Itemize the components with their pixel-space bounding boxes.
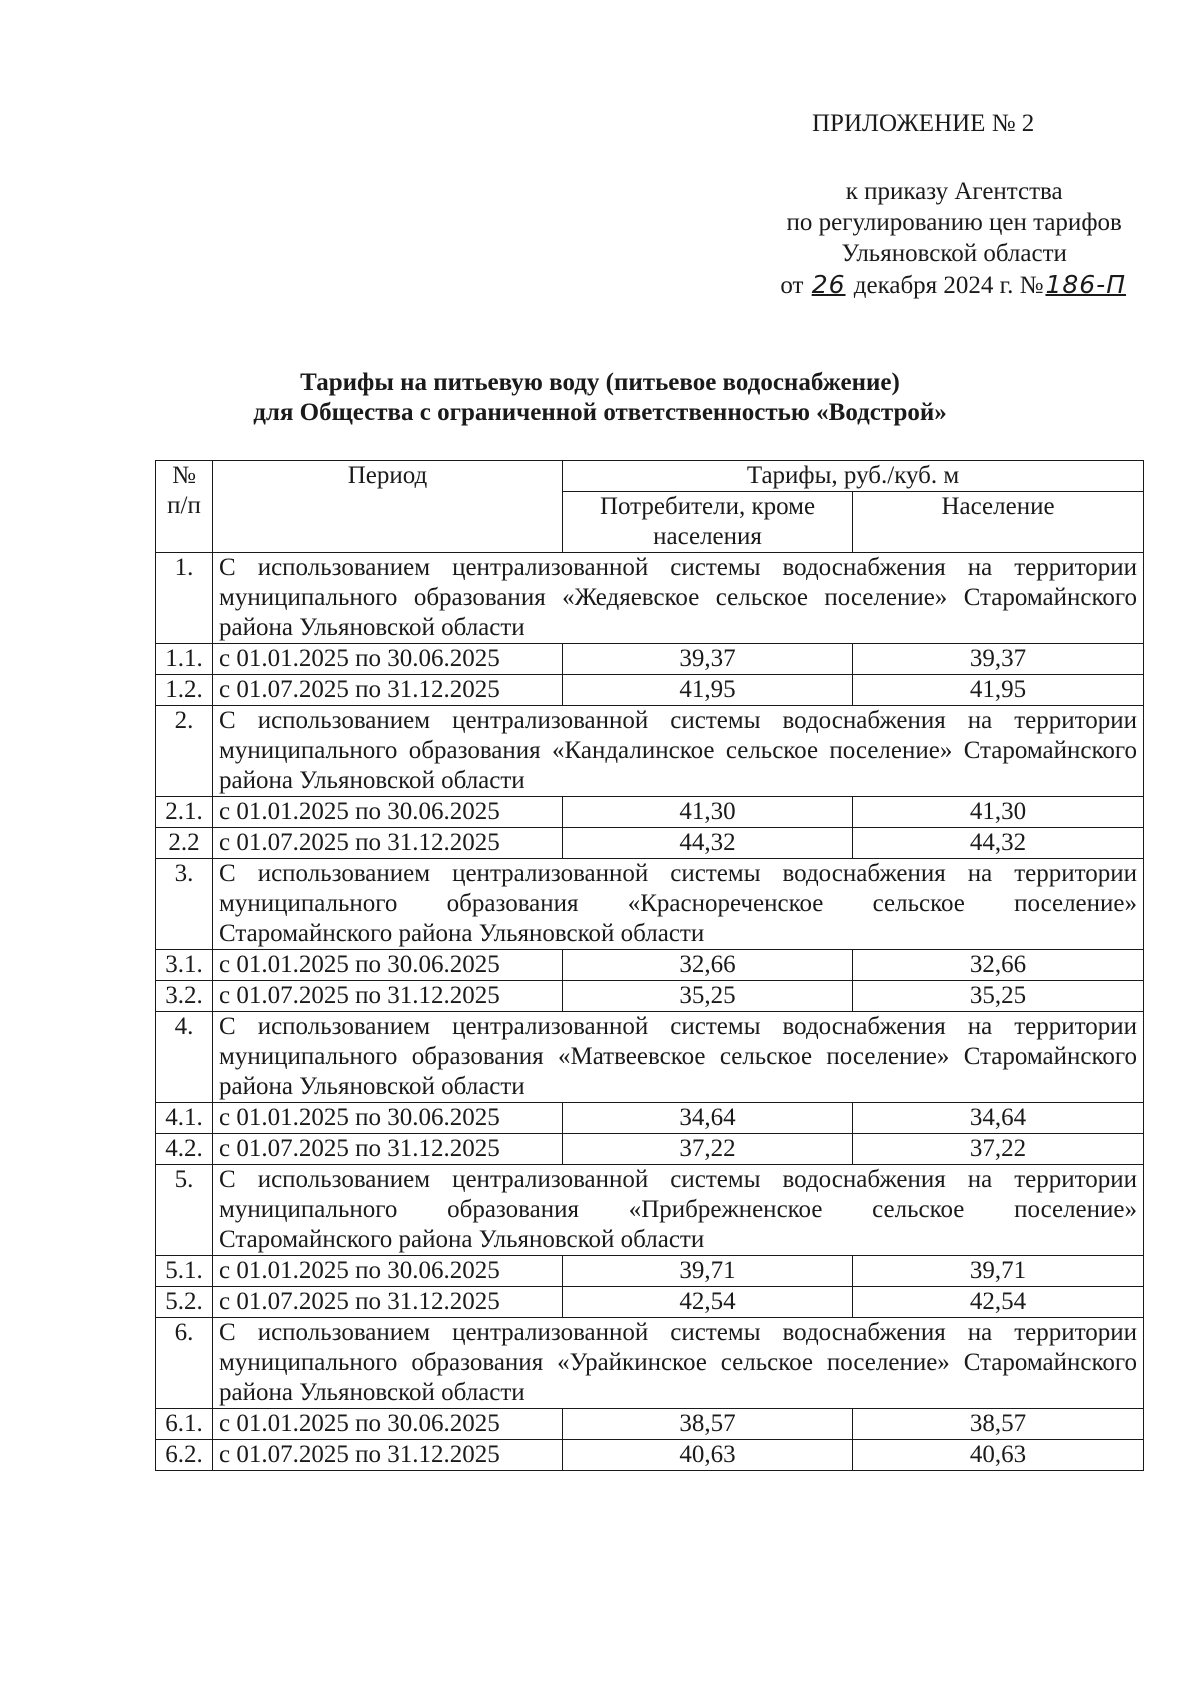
table-row: [156, 981, 1144, 1012]
header-num: № п/п: [156, 461, 213, 553]
section-row: [156, 1165, 1144, 1256]
row-consumers-tariff: 44,32: [563, 828, 853, 859]
header-population: Население: [853, 492, 1144, 553]
section-description: С использованием централизованной системы водоснабжения на территории муниципального образования «Краснореченское сельское поселение» Старомайнского района Ульяновской области: [213, 859, 1144, 950]
date-prefix: от: [780, 272, 804, 299]
section-number: 2.: [156, 706, 213, 797]
row-period: с 01.07.2025 по 31.12.2025: [213, 1287, 563, 1318]
date-rest: декабря 2024 г. №: [853, 272, 1044, 299]
section-row: [156, 859, 1144, 950]
row-number: 2.1.: [156, 797, 213, 828]
title-line: для Общества с ограниченной ответственностью «Водстрой»: [253, 399, 947, 426]
row-consumers-tariff: 34,64: [563, 1103, 853, 1134]
row-period: с 01.07.2025 по 31.12.2025: [213, 828, 563, 859]
section-description: С использованием централизованной системы водоснабжения на территории муниципального образования «Жедяевское сельское поселение» Старомайнского района Ульяновской области: [213, 553, 1144, 644]
order-line: к приказу Агентства: [845, 178, 1063, 205]
row-period: с 01.01.2025 по 30.06.2025: [213, 1256, 563, 1287]
section-number: 5.: [156, 1165, 213, 1256]
section-description: С использованием централизованной системы водоснабжения на территории муниципального образования «Прибрежненское сельское поселение» Старомайнского района Ульяновской области: [213, 1165, 1144, 1256]
row-number: 6.1.: [156, 1409, 213, 1440]
header-consumers: Потребители, кроме населения: [563, 492, 853, 553]
header-period: Период: [213, 461, 563, 553]
order-line: по регулированию цен тарифов: [786, 209, 1122, 236]
section-number: 4.: [156, 1012, 213, 1103]
order-date-line: [780, 269, 1128, 301]
table-row: [156, 675, 1144, 706]
row-number: 5.1.: [156, 1256, 213, 1287]
row-population-tariff: 40,63: [853, 1440, 1144, 1471]
row-consumers-tariff: 37,22: [563, 1134, 853, 1165]
row-consumers-tariff: 42,54: [563, 1287, 853, 1318]
row-period: с 01.01.2025 по 30.06.2025: [213, 644, 563, 675]
row-population-tariff: 41,30: [853, 797, 1144, 828]
appendix-label: ПРИЛОЖЕНИЕ № 2: [812, 110, 1035, 137]
section-number: 3.: [156, 859, 213, 950]
row-consumers-tariff: 39,37: [563, 644, 853, 675]
row-period: с 01.01.2025 по 30.06.2025: [213, 1103, 563, 1134]
table-row: [156, 950, 1144, 981]
order-reference: [780, 176, 1128, 301]
table-row: [156, 644, 1144, 675]
row-consumers-tariff: 41,95: [563, 675, 853, 706]
header-tariffs: Тарифы, руб./куб. м: [563, 461, 1144, 492]
row-period: с 01.07.2025 по 31.12.2025: [213, 1440, 563, 1471]
row-population-tariff: 32,66: [853, 950, 1144, 981]
document-title: [0, 368, 1200, 428]
row-consumers-tariff: 40,63: [563, 1440, 853, 1471]
section-number: 6.: [156, 1318, 213, 1409]
row-period: с 01.07.2025 по 31.12.2025: [213, 675, 563, 706]
row-number: 4.2.: [156, 1134, 213, 1165]
row-period: с 01.07.2025 по 31.12.2025: [213, 981, 563, 1012]
row-population-tariff: 38,57: [853, 1409, 1144, 1440]
row-number: 2.2: [156, 828, 213, 859]
table-row: [156, 1134, 1144, 1165]
row-period: с 01.07.2025 по 31.12.2025: [213, 1134, 563, 1165]
table-header-row: [156, 461, 1144, 492]
section-description: С использованием централизованной системы водоснабжения на территории муниципального образования «Урайкинское сельское поселение» Старомайнского района Ульяновской области: [213, 1318, 1144, 1409]
handwritten-day: 26: [811, 270, 846, 299]
row-period: с 01.01.2025 по 30.06.2025: [213, 950, 563, 981]
table-row: [156, 828, 1144, 859]
row-period: с 01.01.2025 по 30.06.2025: [213, 797, 563, 828]
row-consumers-tariff: 38,57: [563, 1409, 853, 1440]
section-description: С использованием централизованной системы водоснабжения на территории муниципального образования «Матвеевское сельское поселение» Старомайнского района Ульяновской области: [213, 1012, 1144, 1103]
row-number: 6.2.: [156, 1440, 213, 1471]
row-number: 1.1.: [156, 644, 213, 675]
row-consumers-tariff: 32,66: [563, 950, 853, 981]
section-row: [156, 1012, 1144, 1103]
row-number: 3.1.: [156, 950, 213, 981]
section-description: С использованием централизованной системы водоснабжения на территории муниципального образования «Кандалинское сельское поселение» Старомайнского района Ульяновской области: [213, 706, 1144, 797]
table-row: [156, 797, 1144, 828]
row-number: 1.2.: [156, 675, 213, 706]
row-number: 3.2.: [156, 981, 213, 1012]
section-row: [156, 553, 1144, 644]
handwritten-order-number: 186-П: [1045, 270, 1126, 299]
row-population-tariff: 41,95: [853, 675, 1144, 706]
section-number: 1.: [156, 553, 213, 644]
title-line: Тарифы на питьевую воду (питьевое водоснабжение): [300, 369, 900, 396]
section-row: [156, 706, 1144, 797]
row-consumers-tariff: 35,25: [563, 981, 853, 1012]
row-period: с 01.01.2025 по 30.06.2025: [213, 1409, 563, 1440]
row-number: 5.2.: [156, 1287, 213, 1318]
table-row: [156, 1103, 1144, 1134]
row-consumers-tariff: 39,71: [563, 1256, 853, 1287]
table-row: [156, 1440, 1144, 1471]
row-population-tariff: 44,32: [853, 828, 1144, 859]
section-row: [156, 1318, 1144, 1409]
tariffs-table-body: [156, 461, 1144, 1471]
row-population-tariff: 39,37: [853, 644, 1144, 675]
table-row: [156, 1256, 1144, 1287]
tariffs-table: [155, 460, 1144, 1471]
order-line: Ульяновской области: [841, 240, 1067, 267]
row-population-tariff: 35,25: [853, 981, 1144, 1012]
row-consumers-tariff: 41,30: [563, 797, 853, 828]
row-population-tariff: 34,64: [853, 1103, 1144, 1134]
row-population-tariff: 37,22: [853, 1134, 1144, 1165]
table-row: [156, 1287, 1144, 1318]
row-population-tariff: 42,54: [853, 1287, 1144, 1318]
row-population-tariff: 39,71: [853, 1256, 1144, 1287]
row-number: 4.1.: [156, 1103, 213, 1134]
table-row: [156, 1409, 1144, 1440]
